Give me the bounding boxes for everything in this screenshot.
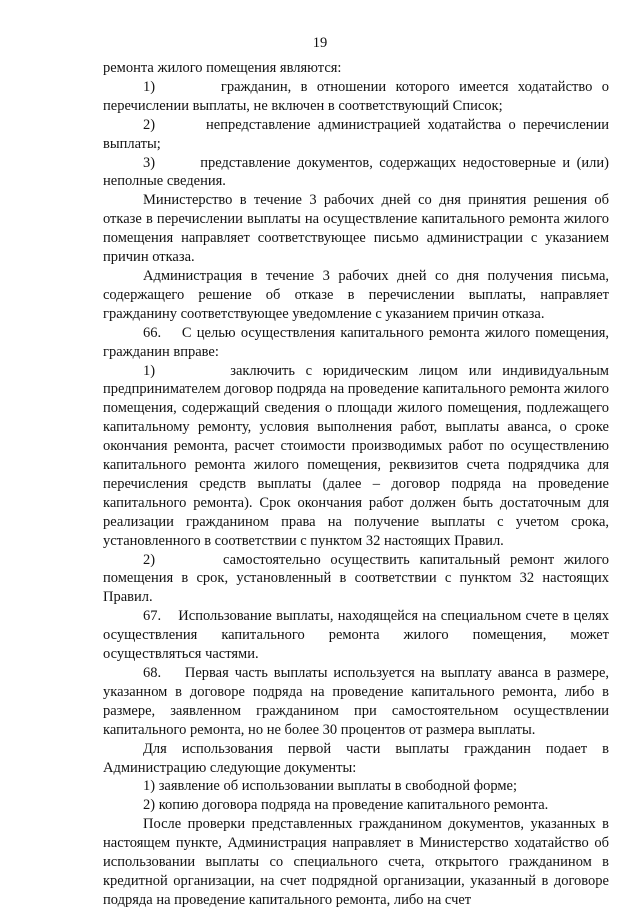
page-number: 19 [312,35,328,51]
paragraph: Министерство в течение 3 рабочих дней со дня принятия решения об отказе в перечислении выплаты на осуществление капитального ремонта жилого помещения направляет соответствующее письмо администрации с указанием причин отказа. [103,192,609,266]
paragraph: После проверки представленных гражданином документов, указанных в настоящем пункте, Администрация направляет в Министерство ходатайство об использовании выплаты со специального счета, открытого гражданином в кредитной организации, на счет подрядной организации, указанный в договоре подряда на проведение капитального ремонта, либо на счет [103,816,609,908]
document-body [103,59,609,910]
paragraph: Администрация в течение 3 рабочих дней со дня получения письма, содержащего решение об отказе в перечислении выплаты, направляет гражданину соответствующее уведомление с указанием причин отказа. [103,267,609,322]
list-item: 2) самостоятельно осуществить капитальный ремонт жилого помещения в срок, установленный в соответствии с пунктом 32 настоящих Правил. [103,551,609,606]
list-item: 1) гражданин, в отношении которого имеется ходатайство о перечислении выплаты, не включен в соответствующий Список; [103,78,609,114]
numbered-clause: 67. Использование выплаты, находящейся на специальном счете в целях осуществления капитального ремонта жилого помещения, может осуществляться частями. [103,608,609,663]
list-item: 2) непредставление администрацией ходатайства о перечислении выплаты; [103,116,609,152]
numbered-clause: 68. Первая часть выплаты используется на выплату аванса в размере, указанном в договоре подряда на проведение капитального ремонта, либо в размере, заявленном гражданином при самостоятельном осуществлении капитального ремонта, но не более 30 процентов от размера выплаты. [103,665,609,738]
numbered-clause: 66. С целью осуществления капитального ремонта жилого помещения, гражданин вправе: [103,324,609,360]
list-item: 1) заключить с юридическим лицом или индивидуальным предпринимателем договор подряда на проведение капитального ремонта жилого помещения, содержащий сведения о площади жилого помещения, подлежащего капитальному ремонту, условия выполнения работ, выплаты аванса, о сроке окончания ремонта, расчет стоимости производимых работ по осуществлению капитального ремонта жилого помещения, реквизитов счета подрядчика для перечисления средств выплаты (далее – договор подряда на проведение капитального ремонта). Срок окончания работ должен быть достаточным для реализации гражданином права на получение выплаты с учетом срока, установленного в соответствии с пунктом 32 настоящих Правил. [103,362,609,549]
list-item: 2) копию договора подряда на проведение капитального ремонта. [143,797,549,814]
paragraph: ремонта жилого помещения являются: [103,60,342,76]
paragraph: Для использования первой части выплаты гражданин подает в Администрацию следующие документы: [103,740,609,776]
list-item: 1) заявление об использовании выплаты в свободной форме; [143,778,517,795]
list-item: 3) представление документов, содержащих недостоверные и (или) неполные сведения. [103,154,609,190]
